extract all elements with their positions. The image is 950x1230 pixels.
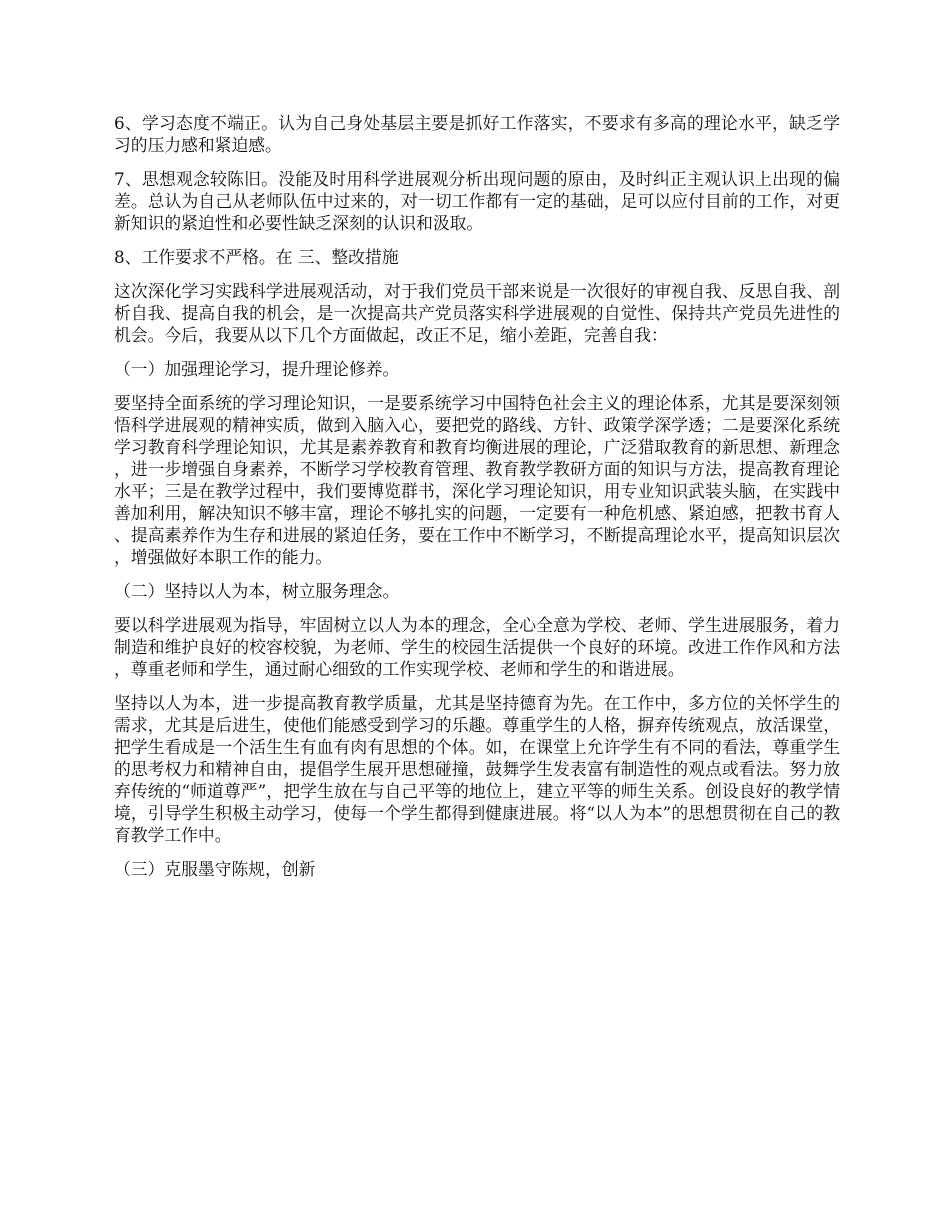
paragraph-item-7: 7、思想观念较陈旧。没能及时用科学进展观分析出现问题的原由，及时纠正主观认识上出现的偏差。总认为自己从老师队伍中过来的，对一切工作都有一定的基础，足可以应付目前的工作，对更新知识的紧迫性和必要性缺乏深刻的认识和汲取。 — [114, 169, 840, 233]
section-heading-1: （一）加强理论学习，提升理论修养。 — [114, 359, 400, 379]
document-body — [114, 112, 840, 892]
section-heading-3: （三）克服墨守陈规，创新 — [114, 859, 316, 879]
paragraph-theory-study: 要坚持全面系统的学习理论知识，一是要系统学习中国特色社会主义的理论体系，尤其是要深刻领悟科学进展观的精神实质，做到入脑入心，要把党的路线、方针、政策学深学透；二是要深化系统学习教育科学理论知识，尤其是素养教育和教育均衡进展的理论，广泛猎取教育的新思想、新理念，进一步增强自身素养，不断学习学校教育管理、教育教学教研方面的知识与方法，提高教育理论水平；三是在教学过程中，我们要博览群书，深化学习理论知识，用专业知识武装头脑，在实践中善加利用，解决知识不够丰富，理论不够扎实的问题，一定要有一种危机感、紧迫感，把教书育人、提高素养作为生存和进展的紧迫任务，要在工作中不断学习，不断提高理论水平，提高知识层次，增强做好本职工作的能力。 — [114, 393, 840, 567]
section-heading-2: （二）坚持以人为本，树立服务理念。 — [114, 581, 400, 601]
paragraph-people-first: 坚持以人为本，进一步提高教育教学质量，尤其是坚持德育为先。在工作中，多方位的关怀学生的需求，尤其是后进生，使他们能感受到学习的乐趣。尊重学生的人格，摒弃传统观点，放活课堂，把学生看成是一个活生生有血有肉有思想的个体。如，在课堂上允许学生有不同的看法，尊重学生的思考权力和精神自由，提倡学生展开思想碰撞，鼓舞学生发表富有制造性的观点或看法。努力放弃传统的“师道尊严”，把学生放在与自己平等的地位上，建立平等的师生关系。创设良好的教学情境，引导学生积极主动学习，使每一个学生都得到健康进展。将“以人为本”的思想贯彻在自己的教育教学工作中。 — [114, 693, 840, 845]
paragraph-service: 要以科学进展观为指导，牢固树立以人为本的理念，全心全意为学校、老师、学生进展服务，着力制造和维护良好的校容校貌，为老师、学生的校园生活提供一个良好的环境。改进工作作风和方法，尊重老师和学生，通过耐心细致的工作实现学校、老师和学生的和谐进展。 — [114, 615, 840, 679]
paragraph-item-6: 6、学习态度不端正。认为自己身处基层主要是抓好工作落实，不要求有多高的理论水平，缺乏学习的压力感和紧迫感。 — [114, 113, 840, 155]
paragraph-item-8: 8、工作要求不严格。在 三、整改措施 — [114, 247, 399, 267]
paragraph-intro: 这次深化学习实践科学进展观活动，对于我们党员干部来说是一次很好的审视自我、反思自我、剖析自我、提高自我的机会，是一次提高共产党员落实科学进展观的自觉性、保持共产党员先进性的机会。今后，我要从以下几个方面做起，改正不足，缩小差距，完善自我： — [114, 281, 840, 345]
